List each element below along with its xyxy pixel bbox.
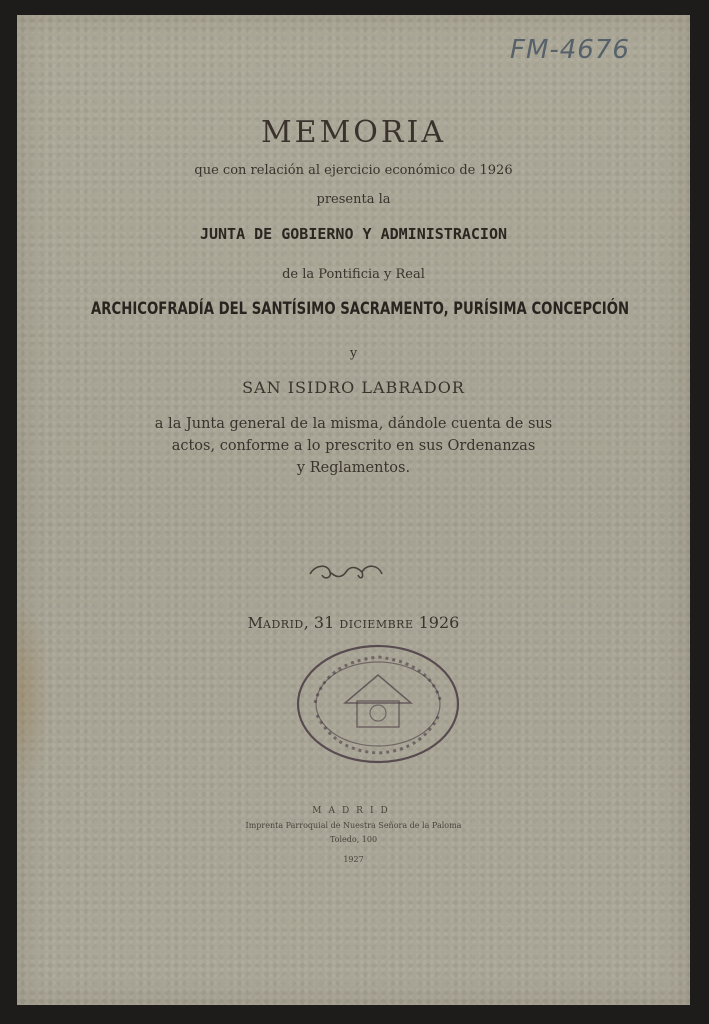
- san-isidro-heading: SAN ISIDRO LABRADOR: [242, 378, 465, 397]
- imprint-city: MADRID: [312, 806, 395, 816]
- imprint-year: 1927: [343, 855, 364, 864]
- paragraph-line-2: actos, conforme a lo prescrito en sus Ordenanzas: [171, 438, 536, 454]
- subtitle-line-1: que con relación al ejercicio económico de 1926: [194, 163, 513, 178]
- date-day: , 31: [303, 613, 340, 632]
- pontificia-line: de la Pontificia y Real: [282, 267, 425, 282]
- shelfmark: FM-4676: [510, 35, 630, 65]
- paragraph-line-3: y Reglamentos.: [296, 460, 411, 476]
- date-month: DICIEMBRE: [339, 618, 414, 631]
- ornament-icon: [306, 560, 386, 584]
- library-stamp: [295, 643, 461, 765]
- date-line: [17, 613, 690, 632]
- conjunction-y: y: [349, 346, 358, 361]
- date-city-rest: ADRID: [263, 618, 304, 631]
- date-year: 1926: [413, 613, 460, 632]
- junta-heading: JUNTA DE GOBIERNO Y ADMINISTRACION: [199, 225, 508, 243]
- imprint-printer: Imprenta Parroquial de Nuestra Señora de la Paloma: [245, 821, 462, 830]
- imprint-address: Toledo, 100: [329, 835, 378, 844]
- document-title: MEMORIA: [260, 115, 447, 150]
- paragraph-line-1: a la Junta general de la misma, dándole cuenta de sus: [154, 416, 553, 432]
- date-city-initial: M: [247, 614, 264, 632]
- subtitle-line-2: presenta la: [316, 192, 391, 207]
- document-cover: [17, 15, 690, 1005]
- archicofradia-heading: ARCHICOFRADÍA DEL SANTÍSIMO SACRAMENTO, PURÍSIMA CONCEPCIÓN: [91, 299, 630, 319]
